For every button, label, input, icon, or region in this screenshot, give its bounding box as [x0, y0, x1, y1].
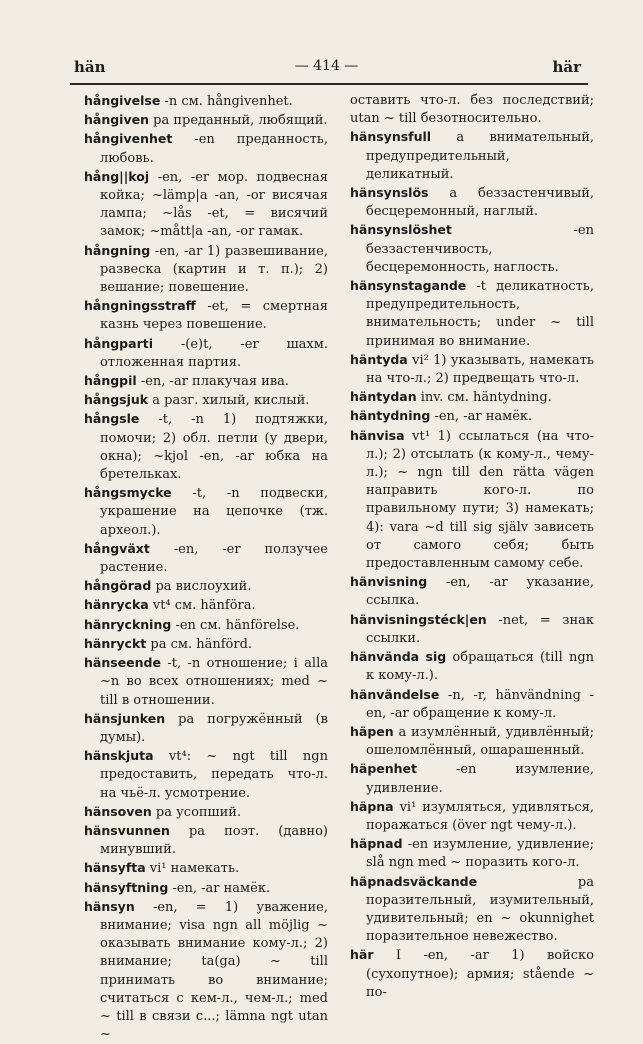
- entry-headword: hänsvunnen: [84, 822, 170, 838]
- entry-headword: hänsyn: [84, 898, 135, 914]
- dictionary-entry: [84, 391, 328, 410]
- entry-translation: pa преданный, любящий.: [149, 113, 328, 129]
- dictionary-entry: [84, 616, 328, 635]
- entry-translation: -en изумление, удивление; slå ngn med ~ поразить кого-л.: [366, 837, 594, 871]
- entry-translation: -en, -er мор. подвесная койка; ~lämp|a -an, -or висячая лампа; ~lås -et, = висячий замок; ~mått|a -an, -or гамак.: [100, 169, 328, 240]
- entry-headword: häntydning: [350, 408, 431, 424]
- entry-headword: hänsynslöshet: [350, 222, 452, 238]
- dictionary-entry: [350, 686, 594, 723]
- entry-headword: hänsoven: [84, 803, 152, 819]
- page-number: — 414 —: [294, 58, 359, 74]
- dictionary-entry: [350, 835, 594, 872]
- entry-headword: hångningsstraff: [84, 298, 196, 314]
- dictionary-entry: [84, 710, 328, 747]
- entry-translation: vt⁴ см. hänföra.: [148, 598, 256, 614]
- dictionary-entry: [84, 540, 328, 577]
- entry-translation: -net, = знак ссылки.: [366, 612, 594, 646]
- header-rule: [70, 83, 588, 85]
- dictionary-entry: [84, 635, 328, 654]
- dictionary-entry: [84, 859, 328, 878]
- entry-headword: häpenhet: [350, 761, 418, 777]
- entry-headword: hänsynstagande: [350, 278, 467, 294]
- entry-translation: pa вислоухий.: [151, 579, 252, 595]
- dictionary-entry: [84, 168, 328, 242]
- entry-headword: hångsmycke: [84, 485, 172, 501]
- entry-translation: оставить что-л. без последствий; utan ~ till безотносительно.: [350, 93, 594, 127]
- dictionary-entry: [84, 130, 328, 167]
- entry-translation: -(e)t, -er шахм. отложенная партия.: [100, 336, 328, 370]
- dictionary-entry: [84, 242, 328, 298]
- header-right-word: här: [552, 58, 581, 76]
- dictionary-entry: [84, 297, 328, 334]
- entry-headword: hångörad: [84, 578, 152, 594]
- entry-translation: a изумлённый, удивлённый; ошеломлённый, ошарашенный.: [366, 724, 594, 759]
- dictionary-entry: [84, 654, 328, 710]
- entry-translation: pa поразительный, изумительный, удивительный; en ~ okunnighet поразительное невежество.: [366, 874, 594, 945]
- entry-headword: häpna: [350, 798, 394, 814]
- entry-headword: hänvisning: [350, 574, 428, 590]
- entry-headword: här: [350, 947, 374, 963]
- dictionary-entry: [84, 577, 328, 596]
- dictionary-entry: [84, 335, 328, 372]
- entry-headword: häpnad: [350, 836, 403, 852]
- dictionary-entry: [350, 946, 594, 1002]
- dictionary-entry: [350, 723, 594, 760]
- entry-headword: häntyda: [350, 351, 408, 367]
- dictionary-entry: [350, 573, 594, 610]
- entry-translation: vi¹ намекать.: [145, 861, 240, 877]
- dictionary-entry: [350, 798, 594, 835]
- dictionary-entry: [84, 803, 328, 822]
- entry-translation: vi² 1) указывать, намекать на что-л.; 2) предвещать что-л.: [366, 352, 594, 387]
- entry-translation: -en беззастенчивость, бесцеремонность, наглость.: [366, 223, 594, 275]
- entry-translation: -en см. hänförelse.: [171, 617, 300, 633]
- entry-headword: hänsynslös: [350, 185, 429, 201]
- dictionary-entry: [350, 648, 594, 685]
- dictionary-entry: [350, 407, 594, 426]
- entry-headword: hänvändelse: [350, 686, 440, 702]
- entry-headword: hång||koj: [84, 168, 150, 184]
- entry-translation: -t, -n 1) подтяжки, помочи; 2) обл. петли (у двери, окна); ~kjol -en, -ar юбка на бретельках.: [100, 412, 328, 483]
- dictionary-entry: [350, 611, 594, 648]
- entry-headword: hänvända sig: [350, 649, 447, 665]
- dictionary-entry: [350, 388, 594, 407]
- right-column: [350, 92, 595, 1000]
- entry-translation: pa см. hänförd.: [146, 636, 253, 652]
- entry-translation: -en, -er ползучее растение.: [100, 541, 328, 576]
- entry-translation: vi¹ изумляться, удивляться, поражаться (över ngt чему-л.).: [366, 799, 594, 833]
- dictionary-entry: [84, 822, 328, 859]
- entry-headword: hångning: [84, 242, 151, 258]
- dictionary-entry: [350, 351, 594, 388]
- entry-translation: vt⁴: ~ ngt till ngn предоставить, передать что-л. на чьё-л. усмотрение.: [100, 749, 328, 801]
- entry-translation: -en преданность, любовь.: [100, 132, 328, 166]
- entry-headword: häntydan: [350, 389, 417, 405]
- left-column: [84, 92, 328, 1043]
- entry-headword: häpen: [350, 723, 394, 739]
- entry-headword: häpnadsväckande: [350, 873, 478, 889]
- dictionary-entry: [350, 92, 594, 128]
- entry-headword: hänseende: [84, 655, 161, 671]
- dictionary-entry: [84, 92, 328, 111]
- entry-translation: обращаться (till ngn к кому-л.).: [366, 650, 595, 684]
- dictionary-entry: [350, 873, 594, 947]
- entry-translation: pa поэт. (давно) минувший.: [100, 823, 328, 858]
- dictionary-entry: [84, 410, 328, 484]
- dictionary-entry: [84, 747, 328, 803]
- entry-headword: hänvisningstéck|en: [350, 611, 487, 627]
- dictionary-entry: [84, 879, 328, 898]
- entry-translation: -en, -ar намёк.: [430, 409, 533, 425]
- dictionary-entry: [84, 372, 328, 391]
- entry-translation: -en изумление, удивление.: [366, 762, 594, 796]
- entry-translation: -et, = смертная казнь через повешение.: [100, 299, 328, 333]
- entry-translation: I -en, -ar 1) войско (сухопутное); армия; stående ~ по-: [366, 948, 594, 1000]
- dictionary-entry: [350, 128, 594, 184]
- columns: [84, 92, 595, 1043]
- dictionary-entry: [350, 760, 594, 797]
- entry-translation: -n см. hångivenhet.: [160, 94, 293, 109]
- entry-translation: -n, -r, hänvändning -en, -ar обращение к кому-л.: [366, 687, 594, 721]
- entry-translation: inv. см. häntydning.: [416, 390, 552, 406]
- entry-translation: vt¹ 1) ссылаться (на что-л.); 2) отсылать (к кому-л., чему-л.); ~ ngn till den rätta vägen направить кого-л. по правильному пути; 3) намекать; 4): vara ~d till sig själv зависеть от самого себя; быть предоставленным самому себе.: [366, 428, 594, 572]
- entry-translation: -en, -ar указание, ссылка.: [366, 575, 594, 609]
- entry-translation: -t деликатность, предупредительность, внимательность; under ~ till принимая во внимание.: [366, 279, 594, 349]
- entry-headword: hänskjuta: [84, 748, 154, 764]
- entry-headword: hångiven: [84, 112, 149, 128]
- entry-translation: -t, -n отношение; i alla ~n во всех отношениях; med ~ till в отношении.: [100, 656, 328, 708]
- dictionary-entry: [84, 484, 328, 540]
- entry-headword: hångivenhet: [84, 131, 173, 147]
- entry-headword: hångpil: [84, 373, 137, 389]
- dictionary-entry: [350, 277, 594, 351]
- entry-headword: hänryckt: [84, 635, 147, 651]
- entry-headword: hångsle: [84, 411, 140, 427]
- entry-headword: hångsjuk: [84, 392, 149, 408]
- entry-translation: a внимательный, предупредительный, деликатный.: [366, 130, 594, 182]
- entry-translation: -en, -ar намёк.: [168, 880, 271, 896]
- entry-headword: hänsyfta: [84, 860, 146, 876]
- entry-translation: pa усопший.: [151, 804, 242, 820]
- entry-headword: hänrycka: [84, 597, 149, 613]
- entry-translation: a разг. хилый, кислый.: [148, 393, 310, 409]
- entry-headword: hångväxt: [84, 540, 150, 556]
- header-left-word: hän: [74, 58, 106, 76]
- page-header: [68, 52, 585, 82]
- entry-headword: hångparti: [84, 335, 153, 351]
- dictionary-entry: [84, 111, 328, 130]
- entry-translation: pa погружённый (в думы).: [100, 711, 328, 745]
- dictionary-entry: [350, 184, 594, 221]
- entry-translation: -en, -ar 1) развешивание, развеска (картин и т. п.); 2) вешание; повешение.: [100, 243, 328, 296]
- entry-translation: -t, -n подвески, украшение на цепочке (тж. археол.).: [100, 486, 328, 538]
- entry-headword: hångivelse: [84, 93, 161, 108]
- entry-translation: a беззастенчивый, бесцеремонный, наглый.: [366, 186, 594, 220]
- entry-headword: hänsjunken: [84, 710, 166, 726]
- dictionary-entry: [84, 596, 328, 615]
- entry-translation: -en, = 1) уважение, внимание; visa ngn all möjlig ~ оказывать внимание кому-л.; 2) внимание; ta(ga) ~ till принимать во внимание; считаться с кем-л., чем-л.; med ~ till в связи с...; lämna ngt utan ~: [100, 899, 328, 1043]
- dictionary-entry: [84, 898, 328, 1044]
- dictionary-entry: [350, 427, 594, 574]
- entry-headword: hänvisa: [350, 427, 405, 443]
- dictionary-entry: [350, 221, 594, 277]
- entry-translation: -en, -ar плакучая ива.: [136, 374, 290, 390]
- entry-headword: hänsyftning: [84, 879, 169, 895]
- entry-headword: hänsynsfull: [350, 129, 432, 145]
- entry-headword: hänryckning: [84, 616, 172, 632]
